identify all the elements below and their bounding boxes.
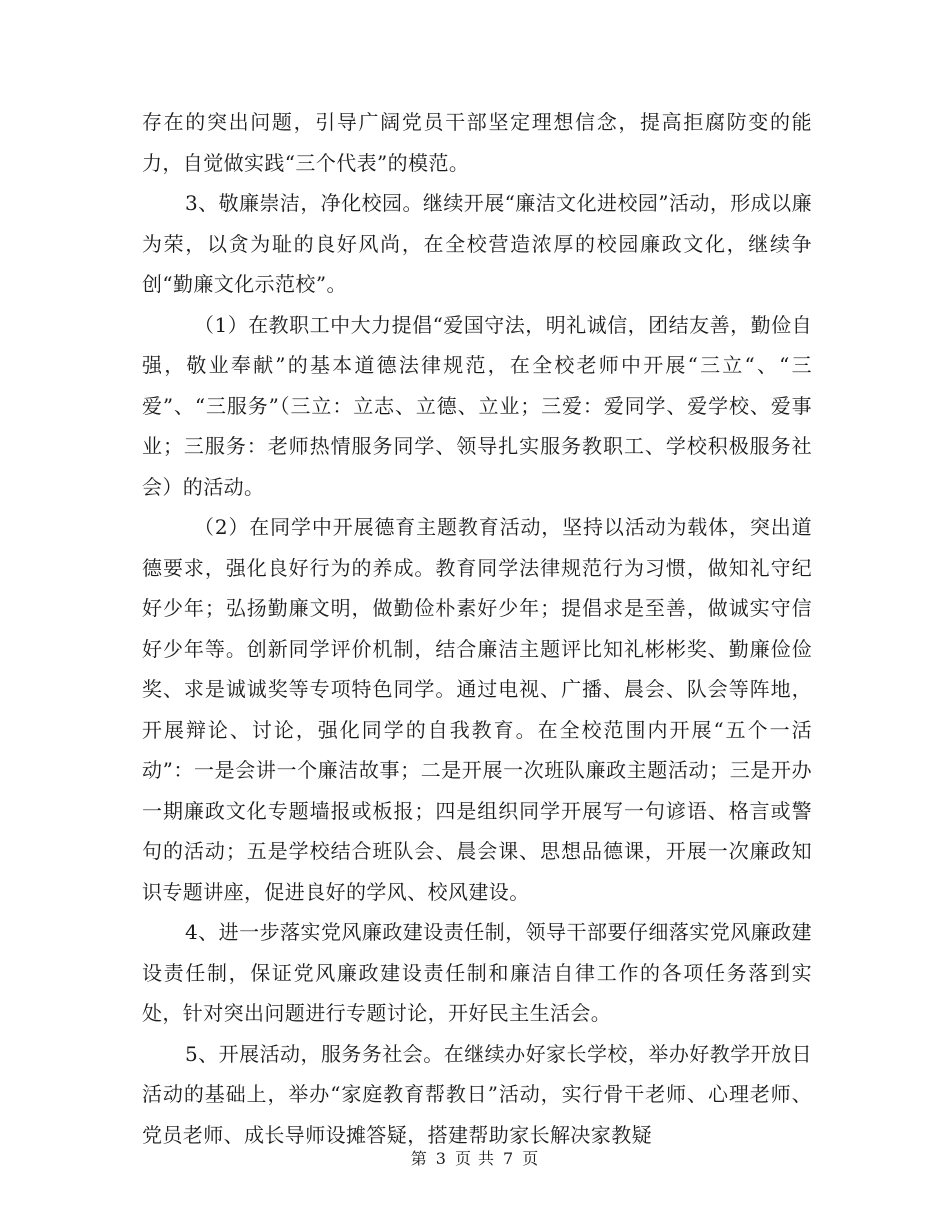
footer-page-number: 3 <box>435 1149 447 1168</box>
paragraph-item-4: 4、进一步落实党风廉政建设责任制，领导干部要仔细落实党风廉政建设责任制，保证党风廉政建设责任制和廉洁自律工作的各项任务落到实处，针对突出问题进行专题讨论，开好民主生活会。 <box>142 920 812 1025</box>
document-body <box>142 102 812 1155</box>
paragraph-item-3: 3、敬廉崇洁，净化校园。继续开展“廉洁文化进校园”活动，形成以廉为荣，以贪为耻的良好风尚，在全校营造浓厚的校园廉政文化，继续争创“勤廉文化示范校”。 <box>142 191 812 296</box>
footer-suffix: 页 <box>522 1149 540 1168</box>
paragraph-continuation: 存在的突出问题，引导广阔党员干部坚定理想信念，提高拒腐防变的能力，自觉做实践“三个代表”的模范。 <box>142 110 812 175</box>
footer-middle: 页 共 <box>454 1149 496 1168</box>
footer-prefix: 第 <box>410 1149 428 1168</box>
paragraph-item-5: 5、开展活动，服务务社会。在继续办好家长学校，举办好教学开放日活动的基础上，举办“家庭教育帮教日”活动，实行骨干老师、心理老师、党员老师、成长导师设摊答疑，搭建帮助家长解决家教疑 <box>142 1041 812 1147</box>
paragraph-subitem-1: （1）在教职工中大力提倡“爱国守法，明礼诚信，团结友善，勤俭自强，敬业奉献”的基本道德法律规范，在全校老师中开展“三立“、“三爱”、“三服务”（三立：立志、立德、立业；三爱：爱同学、爱学校、爱事业；三服务：老师热情服务同学、领导扎实服务教职工、学校积极服务社会）的活动。 <box>142 312 812 499</box>
footer-total-pages: 7 <box>503 1149 515 1168</box>
paragraph-subitem-2: （2）在同学中开展德育主题教育活动，坚持以活动为载体，突出道德要求，强化良好行为的养成。教育同学法律规范行为习惯，做知礼守纪好少年；弘扬勤廉文明，做勤俭朴素好少年；提倡求是至善，做诚实守信好少年等。创新同学评价机制，结合廉洁主题评比知礼彬彬奖、勤廉俭俭奖、求是诚诚奖等专项特色同学。通过电视、广播、晨会、队会等阵地，开展辩论、讨论，强化同学的自我教育。在全校范围内开展“五个一活动”：一是会讲一个廉洁故事；二是开展一次班队廉政主题活动；三是开办一期廉政文化专题墙报或板报；四是组织同学开展写一句谚语、格言或警句的活动；五是学校结合班队会、晨会课、思想品德课，开展一次廉政知识专题讲座，促进良好的学风、校风建设。 <box>142 515 812 904</box>
page-footer <box>0 1146 950 1169</box>
